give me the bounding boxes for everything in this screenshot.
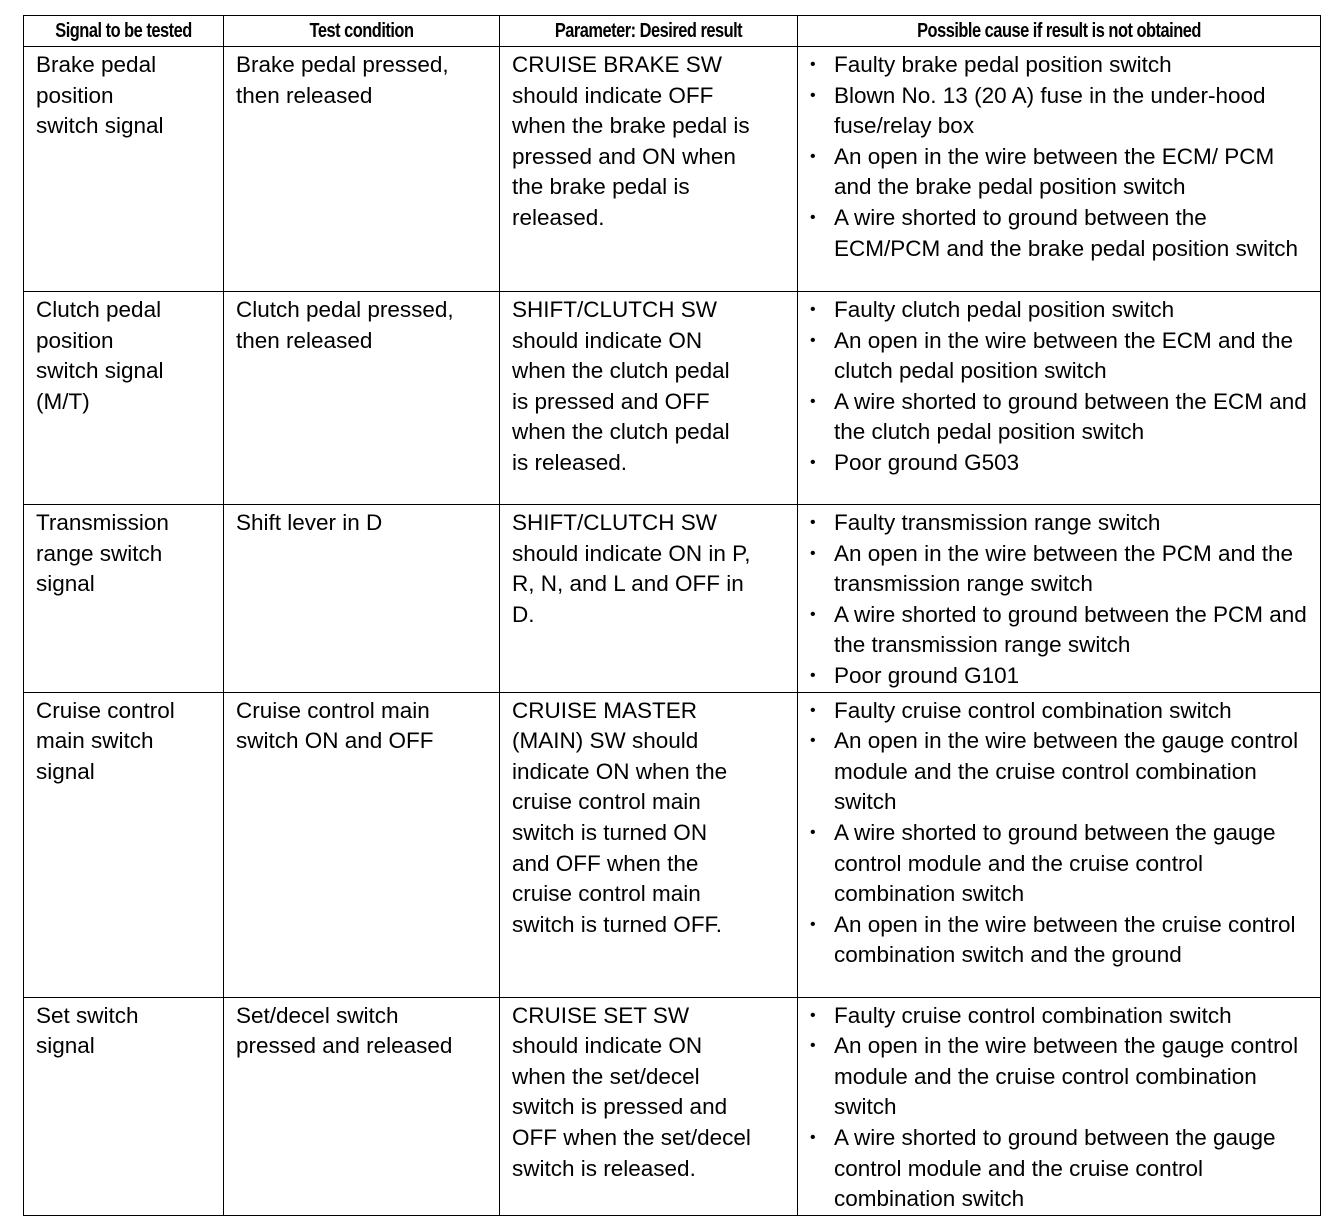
- cause-item: • Faulty transmission range switch: [806, 508, 1316, 539]
- condition-cell: Set/decel switch pressed and released: [224, 997, 500, 1215]
- causes-cell: [798, 692, 1321, 997]
- cause-item: • A wire shorted to ground between the ECM and the clutch pedal position switch: [806, 387, 1316, 448]
- cause-item: • Poor ground G101: [806, 661, 1316, 692]
- signal-cell: Set switch signal: [24, 997, 224, 1215]
- signal-cell: Cruise control main switch signal: [24, 692, 224, 997]
- cause-list: [798, 693, 1320, 971]
- causes-cell: [798, 997, 1321, 1215]
- header-result: Parameter: Desired result: [500, 16, 798, 47]
- result-cell: CRUISE BRAKE SW should indicate OFF when the brake pedal is pressed and ON when the brake pedal is released.: [500, 47, 798, 292]
- cause-item: • An open in the wire between the gauge control module and the cruise control combination switch: [806, 726, 1316, 818]
- header-causes: Possible cause if result is not obtained: [798, 16, 1321, 47]
- table-row: [24, 47, 1321, 292]
- condition-cell: Clutch pedal pressed, then released: [224, 292, 500, 505]
- cause-item: • A wire shorted to ground between the gauge control module and the cruise control combination switch: [806, 1123, 1316, 1215]
- causes-cell: [798, 292, 1321, 505]
- cause-item: • An open in the wire between the ECM/ PCM and the brake pedal position switch: [806, 142, 1316, 203]
- signal-cell: Brake pedal position switch signal: [24, 47, 224, 292]
- cause-item: • Poor ground G503: [806, 448, 1316, 479]
- cause-item: • Faulty cruise control combination switch: [806, 696, 1316, 727]
- cause-item: • A wire shorted to ground between the gauge control module and the cruise control combination switch: [806, 818, 1316, 910]
- troubleshooting-table: [23, 15, 1321, 1216]
- header-row: [24, 16, 1321, 47]
- cause-list: [798, 47, 1320, 264]
- cause-item: • An open in the wire between the ECM and the clutch pedal position switch: [806, 326, 1316, 387]
- cause-item: • Blown No. 13 (20 A) fuse in the under-hood fuse/relay box: [806, 81, 1316, 142]
- cause-item: • Faulty brake pedal position switch: [806, 50, 1316, 81]
- signal-cell: Clutch pedal position switch signal (M/T): [24, 292, 224, 505]
- result-cell: CRUISE MASTER (MAIN) SW should indicate ON when the cruise control main switch is turned ON and OFF when the cruise control main switch is turned OFF.: [500, 692, 798, 997]
- header-signal: Signal to be tested: [24, 16, 224, 47]
- signal-cell: Transmission range switch signal: [24, 505, 224, 693]
- cause-item: • Faulty cruise control combination switch: [806, 1001, 1316, 1032]
- condition-cell: Shift lever in D: [224, 505, 500, 693]
- result-cell: SHIFT/CLUTCH SW should indicate ON when the clutch pedal is pressed and OFF when the clutch pedal is released.: [500, 292, 798, 505]
- cause-list: [798, 505, 1320, 692]
- causes-cell: [798, 47, 1321, 292]
- cause-item: • A wire shorted to ground between the PCM and the transmission range switch: [806, 600, 1316, 661]
- table-row: [24, 292, 1321, 505]
- cause-item: • Faulty clutch pedal position switch: [806, 295, 1316, 326]
- table-row: [24, 997, 1321, 1215]
- table-row: [24, 505, 1321, 693]
- cause-item: • A wire shorted to ground between the ECM/PCM and the brake pedal position switch: [806, 203, 1316, 264]
- cause-item: • An open in the wire between the cruise control combination switch and the ground: [806, 910, 1316, 971]
- condition-cell: Cruise control main switch ON and OFF: [224, 692, 500, 997]
- table-row: [24, 692, 1321, 997]
- result-cell: CRUISE SET SW should indicate ON when the set/decel switch is pressed and OFF when the set/decel switch is released.: [500, 997, 798, 1215]
- cause-item: • An open in the wire between the gauge control module and the cruise control combination switch: [806, 1031, 1316, 1123]
- condition-cell: Brake pedal pressed, then released: [224, 47, 500, 292]
- header-condition: Test condition: [224, 16, 500, 47]
- cause-list: [798, 292, 1320, 479]
- result-cell: SHIFT/CLUTCH SW should indicate ON in P, R, N, and L and OFF in D.: [500, 505, 798, 693]
- cause-item: • An open in the wire between the PCM and the transmission range switch: [806, 539, 1316, 600]
- causes-cell: [798, 505, 1321, 693]
- cause-list: [798, 998, 1320, 1215]
